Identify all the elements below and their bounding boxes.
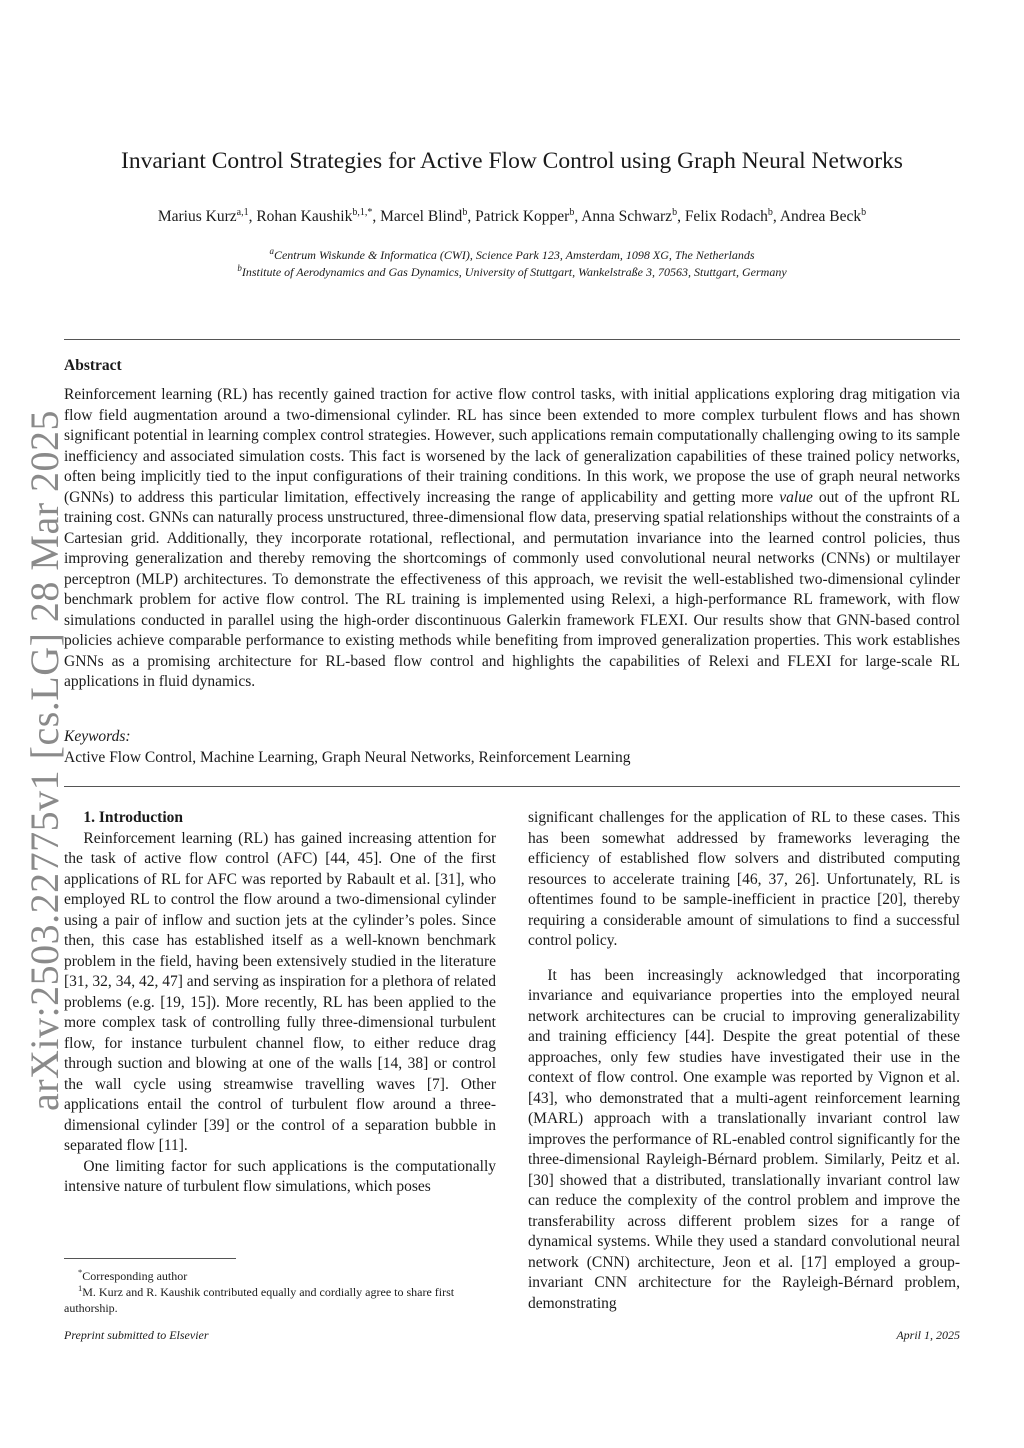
abstract-divider	[64, 786, 960, 787]
paragraph: One limiting factor for such applications is the computationally intensive nature of turbulent flow simulations, which poses	[64, 1157, 496, 1195]
author: Marius Kurz$^{a,1}$	[157, 207, 249, 226]
author: Anna Schwarz$^b$	[581, 207, 678, 226]
paragraph: significant challenges for the application of RL to these cases. This has been somewhat addressed by frameworks leveraging the efficiency of established flow solvers and distributed computing resources to accelerate training [46, 37, 26]. Unfortunately, RL is oftentimes found to be sample-inefficient in practice [20], thereby requiring a considerable amount of simulations to find a successful control policy.	[528, 809, 960, 949]
abstract-text: Reinforcement learning (RL) has recently gained traction for active flow control tasks, with initial applications exploring drag mitigation via flow field augmentation around a two-dimensional cylinder. RL has since been extended to more complex turbulent flows and has shown significant potential in learning complex control strategies. However, such applications remain computationally challenging owing to its sample inefficiency and associated simulation costs. This fact is worsened by the lack of generalization capabilities of these trained policy networks, often being implicitly tied to the input configurations of their training conditions. In this work, we propose the use of graph neural networks (GNNs) to address this particular limitation, effectively increasing the range of applicability and getting more value out of the upfront RL training cost. GNNs can naturally process unstructured, three-dimensional flow data, preserving spatial relationships without the constraints of a Cartesian grid. Additionally, they incorporate rotational, reflectional, and permutation invariance into the learned control policies, thus improving generalization and thereby removing the shortcomings of commonly used convolutional neural networks (CNNs) or multilayer perceptron (MLP) architectures. To demonstrate the effectiveness of this approach, we revisit the well-established two-dimensional cylinder benchmark problem for active flow control. The RL training is implemented using Relexi, a high-performance RL framework, with flow simulations conducted in parallel using the high-order discontinuous Galerkin framework FLEXI. Our results show that GNN-based control policies achieve comparable performance to existing methods while benefiting from improved generalization properties. This work establishes GNNs as a promising architecture for RL-based flow control and highlights the capabilities of Relexi and FLEXI for large-scale RL applications in fluid dynamics.	[64, 386, 960, 690]
left-column	[64, 808, 496, 1198]
arxiv-stamp	[20, 409, 70, 1111]
arxiv-stamp-text: arXiv:2503.22775v1 [cs.LG] 28 Mar 2025	[22, 409, 68, 1111]
footnote-equal-contribution: $^1$M. Kurz and R. Kaushik contributed equally and cordially agree to share first authorship.	[64, 1283, 455, 1315]
footnote-divider	[64, 1258, 236, 1259]
keywords-heading: Keywords:	[64, 728, 131, 745]
right-column	[528, 808, 960, 1314]
paragraph: Reinforcement learning (RL) has gained increasing attention for the task of active flow control (AFC) [44, 45]. One of the first applications of RL for AFC was reported by Rabault et al. [31], who employed RL to control the flow around a two-dimensional cylinder using a pair of inflow and suction jets at the cylinder’s poles. Since then, this case has established itself as a well-known benchmark problem in the field, having been extensively studied in the literature [31, 32, 34, 42, 47] and serving as inspiration for a plethora of related problems (e.g. [19, 15]). More recently, RL has been applied to the more complex task of controlling fully three-dimensional turbulent flow, for instance turbulent channel flow, to either reduce drag through suction and blowing at one of the walls [14, 38] or control the wall cycle using streamwise travelling waves [7]. Other applications entail the control of turbulent flow around a three-dimensional cylinder [39] or the control of a separation bubble in separated flow [11].	[64, 829, 496, 1154]
author: Rohan Kaushik$^{b,1,*}$	[256, 207, 373, 226]
footer-date: April 1, 2025	[896, 1328, 960, 1342]
section-heading: 1. Introduction	[83, 809, 183, 826]
affiliation-b: $^b$Institute of Aerodynamics and Gas Dynamics, University of Stuttgart, Wankelstraße 3, 70563, Stuttgart, Germany	[237, 263, 787, 279]
paper-title: Invariant Control Strategies for Active Flow Control using Graph Neural Networks	[121, 148, 903, 174]
footnote-corresponding: *Corresponding author	[78, 1267, 188, 1283]
paragraph: It has been increasingly acknowledged that incorporating invariance and equivariance properties into the employed neural network architectures can be crucial to improving generalizability and training efficiency [44]. Despite the great potential of these approaches, only few studies have investigated their use in the context of flow control. One example was reported by Vignon et al. [43], who demonstrated that a multi-agent reinforcement learning (MARL) approach with a translationally invariant control law improves the performance of RL-enabled control significantly for the three-dimensional Rayleigh-Bérnard problem. Similarly, Peitz et al. [30] showed that a distributed, translationally invariant control law can reduce the complexity of the control problem and improve the transferability across different problem sizes for a range of dynamical systems. While they used a standard convolutional neural network (CNN) architecture, Jeon et al. [17] employed a group-invariant CNN architecture for the Rayleigh-Bérnard problem, demonstrating	[528, 966, 960, 1312]
author: Patrick Kopper$^b$	[475, 207, 575, 226]
author-list: Marius Kurz$^{a,1}$, Rohan Kaushik$^{b,1,*}$, Marcel Blind$^b$, Patrick Kopper$^b$, Anna Schwarz$^b$, Felix Rodach$^b$, Andrea Beck$^b$	[157, 207, 867, 226]
top-divider	[64, 339, 960, 340]
keywords-text: Active Flow Control, Machine Learning, Graph Neural Networks, Reinforcement Learning	[64, 749, 631, 766]
abstract-emphasis: value	[779, 488, 813, 506]
abstract-heading: Abstract	[64, 357, 122, 374]
author: Andrea Beck$^b$	[779, 207, 867, 226]
affiliation-a: $^a$Centrum Wiskunde & Informatica (CWI), Science Park 123, Amsterdam, 1098 XG, The Netherlands	[269, 246, 755, 262]
footer-preprint: Preprint submitted to Elsevier	[64, 1328, 209, 1342]
author: Marcel Blind$^b$	[380, 207, 468, 226]
author: Felix Rodach$^b$	[684, 207, 773, 226]
